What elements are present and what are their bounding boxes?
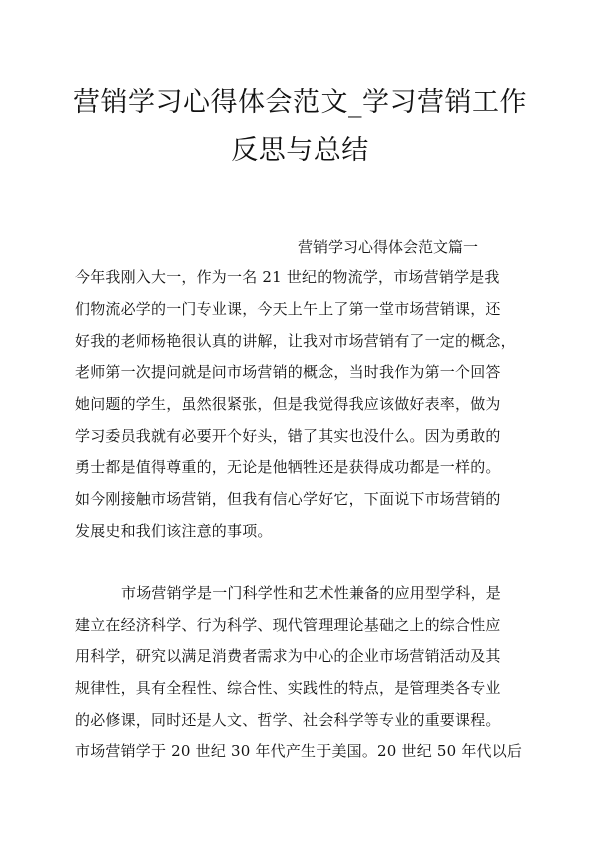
paragraph-line: 发展史和我们该注意的事项。 bbox=[75, 522, 273, 540]
paragraph-line: 规律性，具有全程性、综合性、实践性的特点，是管理类各专业 bbox=[75, 679, 501, 697]
paragraph-line: 市场营销学于 20 世纪 30 年代产生于美国。20 世纪 50 年代以后 bbox=[75, 742, 523, 760]
document-title-line-1: 营销学习心得体会范文_学习营销工作 bbox=[73, 87, 527, 118]
paragraph-line: 们物流必学的一门专业课，今天上午上了第一堂市场营销课，还 bbox=[75, 300, 501, 318]
paragraph-line: 的必修课，同时还是人文、哲学、社会科学等专业的重要课程。 bbox=[75, 711, 501, 729]
paragraph-line: 用科学，研究以满足消费者需求为中心的企业市场营销活动及其 bbox=[75, 647, 501, 665]
paragraph-line: 学习委员我就有必要开个好头，错了其实也没什么。因为勇敢的 bbox=[75, 427, 501, 445]
paragraph-line: 好我的老师杨艳很认真的讲解，让我对市场营销有了一定的概念， bbox=[75, 332, 516, 350]
paragraph-line: 如今刚接触市场营销，但我有信心学好它，下面说下市场营销的 bbox=[75, 490, 501, 508]
paragraph-line: 她问题的学生，虽然很紧张，但是我觉得我应该做好表率，做为 bbox=[75, 395, 501, 413]
paragraph-line: 建立在经济科学、行为科学、现代管理理论基础之上的综合性应 bbox=[75, 616, 501, 634]
document-title-line-2: 反思与总结 bbox=[231, 135, 369, 166]
paragraph-line: 老师第一次提问就是问市场营销的概念，当时我作为第一个回答 bbox=[75, 363, 501, 381]
paragraph-line: 市场营销学是一门科学性和艺术性兼备的应用型学科，是 bbox=[121, 584, 502, 602]
paragraph-line: 今年我刚入大一，作为一名 21 世纪的物流学，市场营销学是我 bbox=[75, 268, 500, 286]
section-heading: 营销学习心得体会范文篇一 bbox=[298, 238, 479, 256]
paragraph-line: 勇士都是值得尊重的，无论是他牺牲还是获得成功都是一样的。 bbox=[75, 458, 501, 476]
